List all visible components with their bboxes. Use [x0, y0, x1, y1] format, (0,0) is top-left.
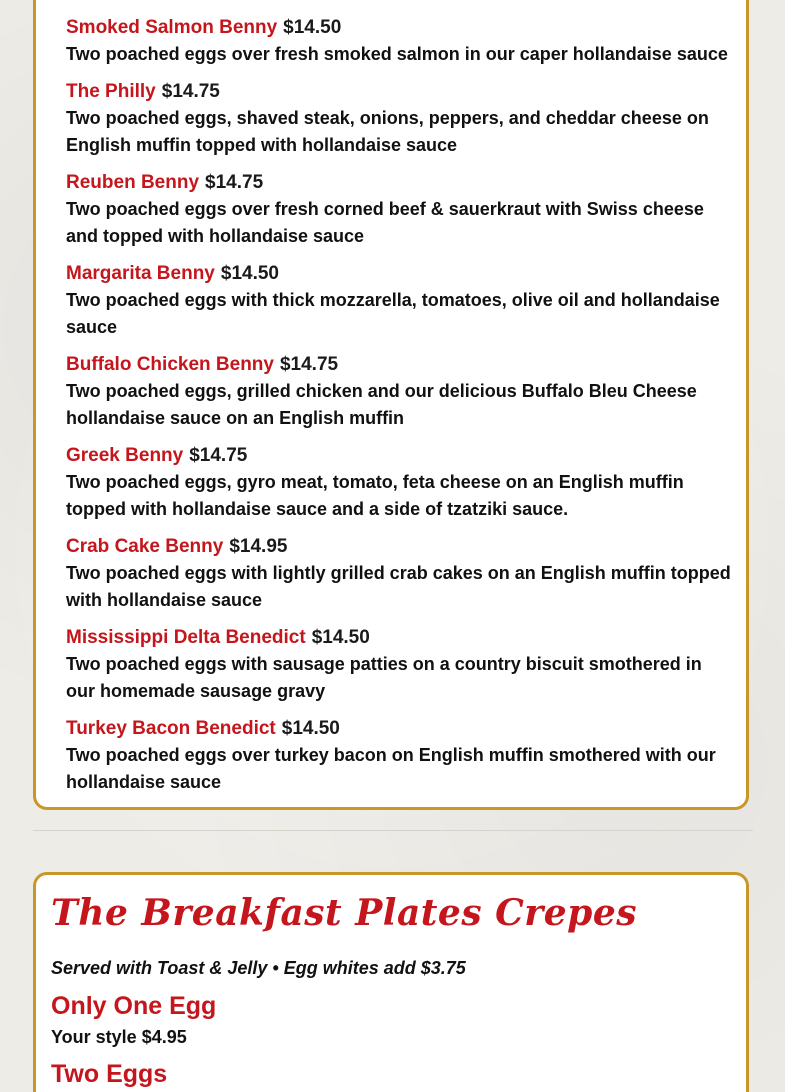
section-title: The Breakfast Plates Crepes — [51, 892, 637, 934]
menu-item-price: $14.50 — [283, 17, 342, 38]
menu-item-description: Two poached eggs over fresh smoked salmon in our caper hollandaise sauce — [66, 44, 728, 64]
menu-item-price: $14.50 — [311, 627, 370, 648]
menu-item — [66, 78, 731, 159]
menu-item-description: Two poached eggs, grilled chicken and our delicious Buffalo Bleu Cheese hollandaise sauce on an English muffin — [66, 381, 697, 428]
menu-item-description: Two poached eggs with thick mozzarella, tomatoes, olive oil and hollandaise sauce — [66, 290, 720, 337]
menu-item-description: Two poached eggs with sausage patties on a country biscuit smothered in our homemade sausage gravy — [66, 654, 702, 701]
menu-item-description: Two poached eggs over turkey bacon on English muffin smothered with our hollandaise sauce — [66, 745, 716, 792]
menu-item-name: Mississippi Delta Benedict — [66, 627, 306, 648]
menu-item — [66, 624, 731, 705]
menu-item-name: Crab Cake Benny — [66, 536, 224, 557]
menu-item — [66, 715, 731, 796]
menu-item-price: $14.95 — [229, 536, 288, 557]
menu-item-name: Margarita Benny — [66, 263, 215, 284]
menu-item-description: Two poached eggs, shaved steak, onions, peppers, and cheddar cheese on English muffin topped with hollandaise sauce — [66, 108, 709, 155]
menu-item-name: Reuben Benny — [66, 172, 200, 193]
menu-item-name: The Philly — [66, 81, 156, 102]
menu-item — [66, 169, 731, 250]
menu-item-price: $14.75 — [161, 81, 220, 102]
section-divider — [33, 830, 753, 831]
menu-item-name: Turkey Bacon Benedict — [66, 718, 276, 739]
menu-item — [66, 260, 731, 341]
menu-item-price: $14.75 — [205, 172, 264, 193]
menu-item-name: Smoked Salmon Benny — [66, 17, 278, 38]
menu-item-name: Greek Benny — [66, 445, 184, 466]
served-note: Served with Toast & Jelly • Egg whites add $3.75 — [51, 958, 466, 978]
menu-item-price: $14.75 — [189, 445, 248, 466]
one-egg-heading: Only One Egg — [51, 992, 217, 1020]
benedicts-list — [66, 14, 731, 806]
one-egg-price: Your style $4.95 — [51, 1027, 187, 1047]
two-eggs-heading: Two Eggs — [51, 1060, 168, 1088]
menu-item-price: $14.50 — [281, 718, 340, 739]
menu-item-price: $14.75 — [279, 354, 339, 375]
menu-item-name: Buffalo Chicken Benny — [66, 354, 274, 375]
menu-item — [66, 533, 731, 614]
menu-item-description: Two poached eggs over fresh corned beef & sauerkraut with Swiss cheese and topped with hollandaise sauce — [66, 199, 704, 246]
menu-item — [66, 351, 731, 432]
menu-item-description: Two poached eggs with lightly grilled crab cakes on an English muffin topped with hollandaise sauce — [66, 563, 731, 610]
menu-item — [66, 14, 731, 68]
menu-item-description: Two poached eggs, gyro meat, tomato, feta cheese on an English muffin topped with hollandaise sauce and a side of tzatziki sauce. — [66, 472, 684, 519]
menu-item-price: $14.50 — [220, 263, 279, 284]
menu-item — [66, 442, 731, 523]
